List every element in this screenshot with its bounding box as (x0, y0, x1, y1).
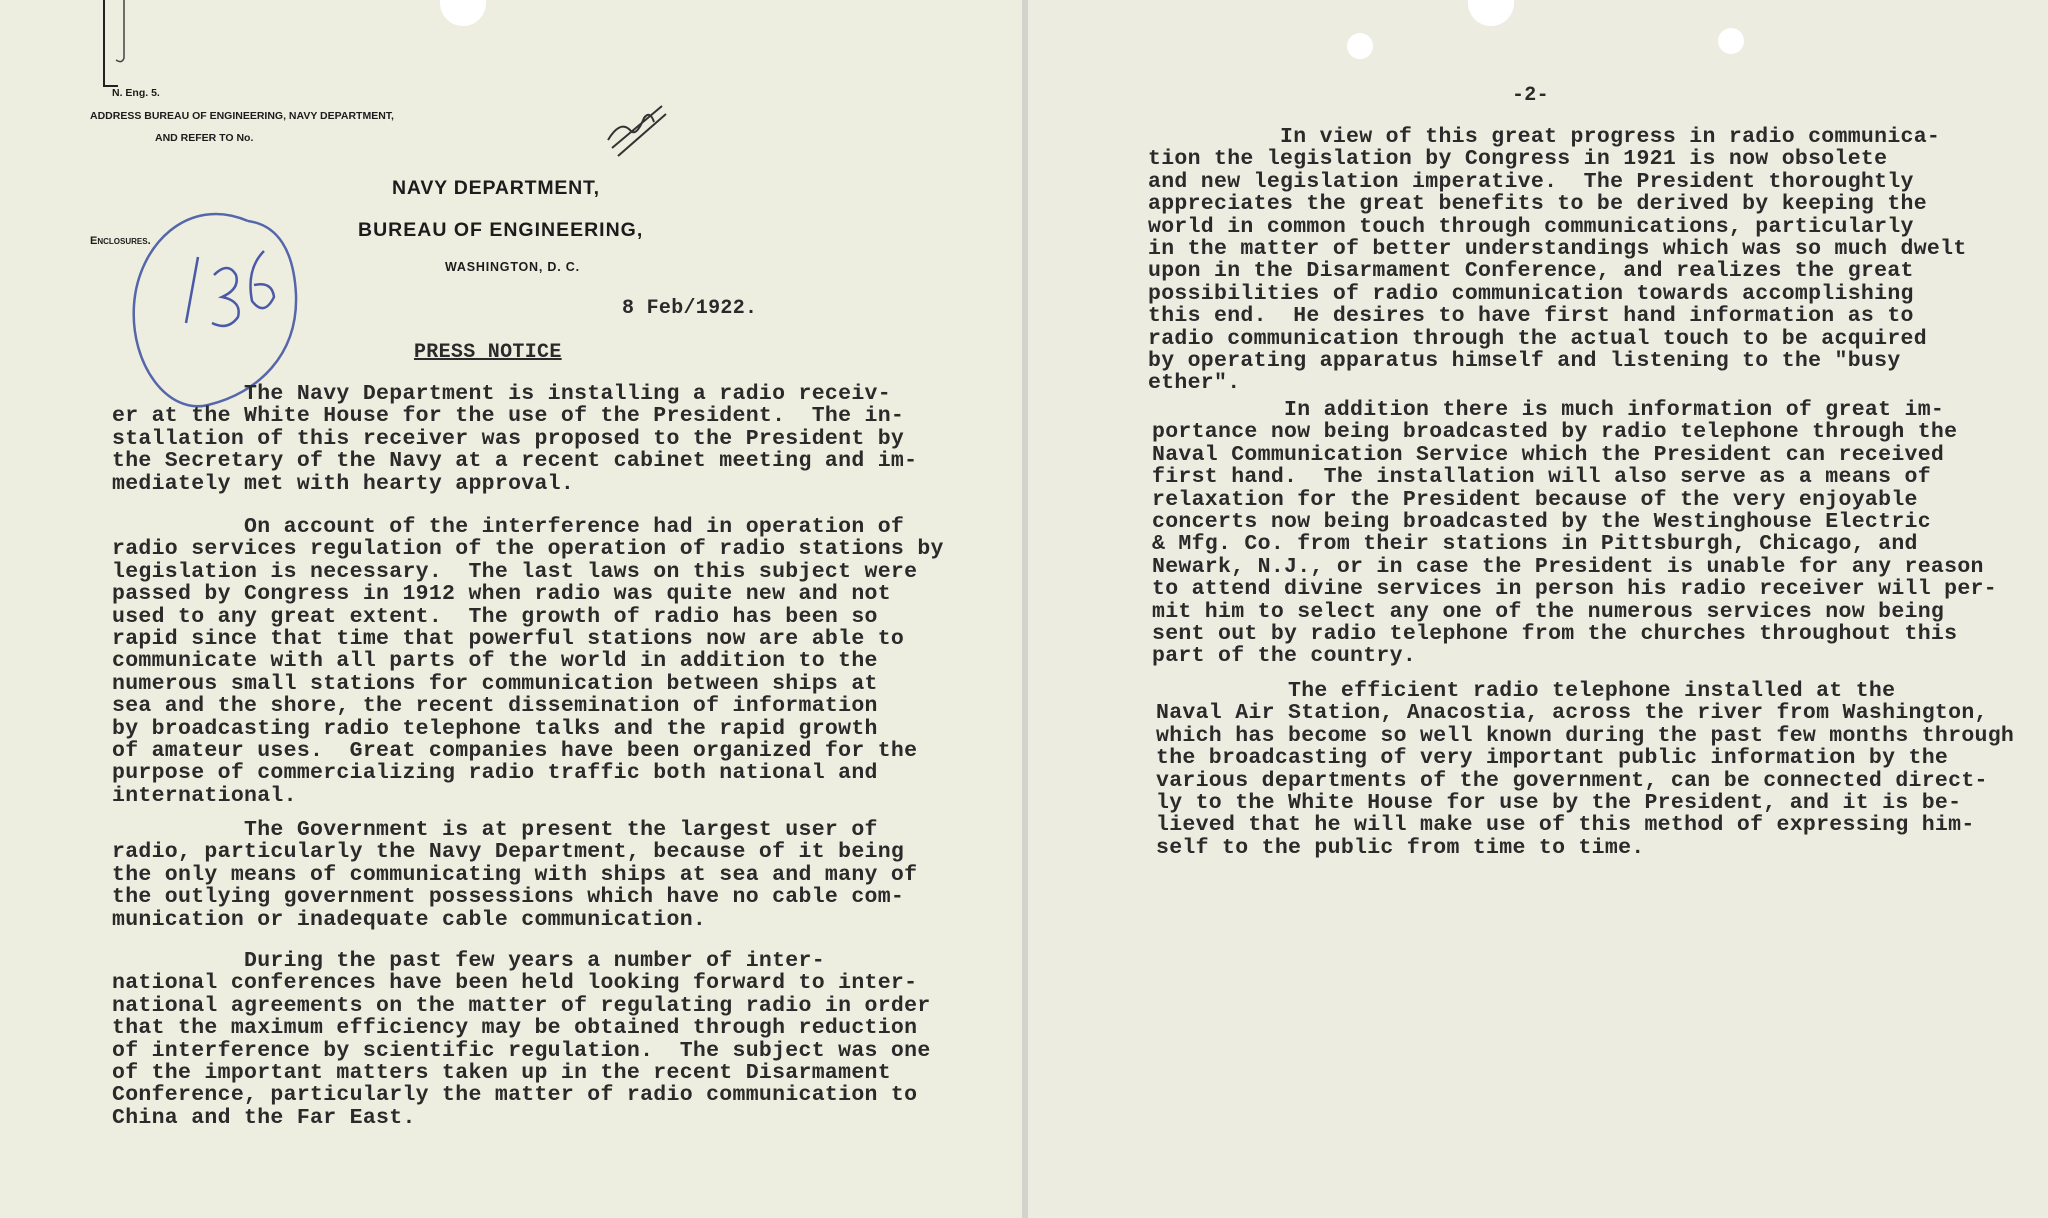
punch-hole (1347, 33, 1373, 59)
handwritten-initials-icon (600, 100, 670, 170)
paragraph-2: In addition there is much information of great im- portance now being broadcasted by radio telephone through the Naval Communication Service which the President can received first hand. The installation will also serve as a means of relaxation for the President because of the very enjoyable concerts now being broadcasted by the Westinghouse Electric & Mfg. Co. from their stations in Pittsburgh, Chicago, and Newark, N.J., or in case the President is unable for any reason to attend divine services in person his radio receiver will per- mit him to select any one of the numerous services now being sent out by radio telephone from the churches throughout this part of the country. (1152, 398, 1997, 669)
refer-line: AND REFER TO No. (155, 132, 254, 144)
paragraph-1: In view of this great progress in radio communica- tion the legislation by Congress in 1921 is now obsolete and new legislation imperative. The President thoroughtly appreciates the great benefits to be derived by keeping the world in common touch through communications, particularly in the matter of better understandings which was so much dwelt upon in the Disarmament Conference, and realizes the great possibilities of radio communication towards accomplishing this end. He desires to have first hand information as to radio communication through the actual touch to be acquired by operating apparatus himself and listening to the "busy ether". (1148, 125, 1967, 396)
punch-hole (1718, 28, 1744, 54)
address-line: ADDRESS BUREAU OF ENGINEERING, NAVY DEPARTMENT, (90, 110, 394, 122)
paragraph-1: The Navy Department is installing a radio receiv- er at the White House for the use of the President. The in- stallation of this receiver was proposed to the President by the Secretary of the Navy at a recent cabinet meeting and im- mediately met with hearty approval. (112, 382, 918, 496)
paragraph-3: The Government is at present the largest user of radio, particularly the Navy Department, because of it being the only means of communicating with ships at sea and many of the outlying government possessions which have no cable com- munication or inadequate cable communication. (112, 818, 918, 932)
document-date: 8 Feb/1922. (622, 297, 758, 320)
paragraph-3: The efficient radio telephone installed at the Naval Air Station, Anacostia, across the river from Washington, which has become so well known during the past few months through the broadcasting of very important public information by the various departments of the government, can be connected direct- ly to the White House for use by the President, and it is be- lieved that he will make use of this method of expressing him- self to the public from time to time. (1156, 679, 2015, 860)
location: WASHINGTON, D. C. (445, 260, 580, 274)
paper-tear (440, 0, 486, 26)
department-name: NAVY DEPARTMENT, (392, 177, 600, 199)
form-number: N. Eng. 5. (112, 87, 160, 99)
enclosures-label: Enclosures. (90, 235, 151, 247)
document-title: PRESS NOTICE (414, 341, 562, 364)
paragraph-2: On account of the interference had in operation of radio services regulation of the operation of radio stations by legislation is necessary. The last laws on this subject were passed by Congress in 1912 when radio was quite new and not used to any great extent. The growth of radio has been so rapid since that time that powerful stations now are able to communicate with all parts of the world in addition to the numerous small stations for communication between ships at sea and the shore, the recent dissemination of information by broadcasting radio telephone talks and the rapid growth of amateur uses. Great companies have been organized for the purpose of commercializing radio traffic both national and international. (112, 515, 944, 808)
letter-page-2 (1028, 0, 2048, 1218)
paper-tear (1468, 0, 1514, 26)
letter-page-1 (0, 0, 1022, 1218)
paragraph-4: During the past few years a number of inter- national conferences have been held looking forward to inter- national agreements on the matter of regulating radio in order that the maximum efficiency may be obtained through reduction of interference by scientific regulation. The subject was one of the important matters taken up in the recent Disarmament Conference, particularly the matter of radio communication to China and the Far East. (112, 949, 931, 1130)
bureau-name: BUREAU OF ENGINEERING, (358, 219, 644, 241)
binder-mark (96, 0, 136, 100)
page-number: -2- (1512, 84, 1549, 107)
